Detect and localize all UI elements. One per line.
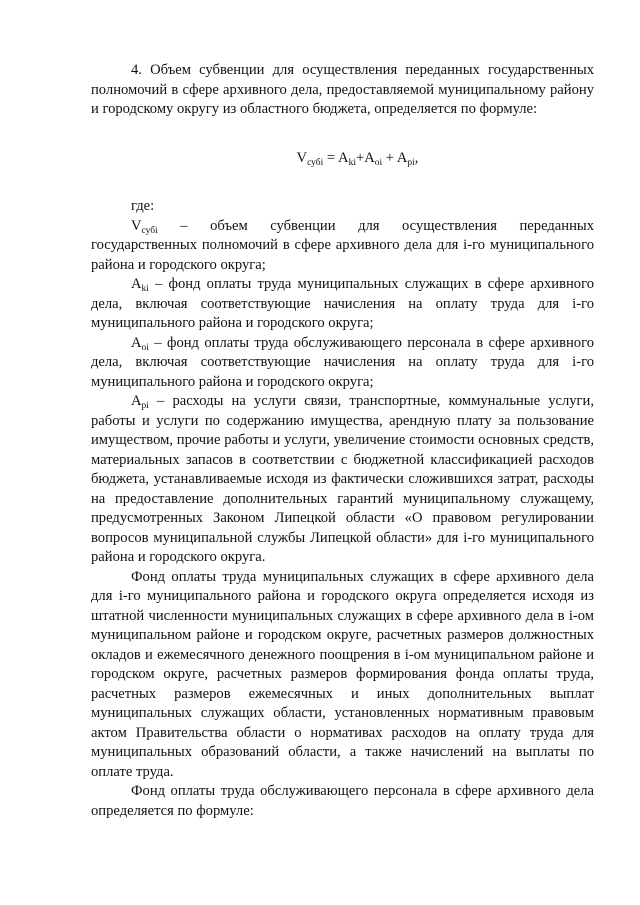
service-staff-paragraph: Фонд оплаты труда обслуживающего персонала в сфере архивного дела определяется по формуле:	[91, 783, 594, 819]
definition-v-subi: $V_{субi}$ – объем субвенции для осуществления переданных государственных полномочий в сфере архивного дела для i-го муниципального района и городского округа;	[91, 217, 594, 273]
section-4-paragraph: 4. Объем субвенции для осуществления переданных государственных полномочий в сфере архивного дела, предоставляемой муниципальному району и городскому округу из областного бюджета, определяется по формуле:	[91, 62, 594, 117]
definition-api: $A_{pi}$ – расходы на услуги связи, транспортные, коммунальные услуги, работы и услуги по содержанию имущества, арендную плату за пользование имуществом, прочие работы и услуги, увеличение стоимости основных средств, материальных запасов в соответствии с бюджетной классификацией расходов бюджета, устанавливаемые исходя из фактически сложившихся затрат, расходы на предоставление дополнительных гарантий муниципальному служащему, предусмотренных Законом Липецкой области «О правовом регулировании вопросов муниципальной службы Липецкой области» для i-го муниципального района и городского округа.	[91, 393, 594, 565]
definition-aki: $A_{ki}$ – фонд оплаты труда муниципальных служащих в сфере архивного дела, включая соответствующие начисления на оплату труда для i-го муниципального района и городского округа;	[91, 276, 594, 331]
document-body	[91, 61, 594, 821]
definition-aoi: $A_{oi}$ – фонд оплаты труда обслуживающего персонала в сфере архивного дела, включая соответствующие начисления на оплату труда для i-го муниципального района и городского округа;	[91, 334, 594, 390]
payroll-fund-paragraph: Фонд оплаты труда муниципальных служащих в сфере архивного дела для i-го муниципального района и городского округа определяется исходя из штатной численности муниципальных служащих в сфере архивного дела в i-ом муниципальном районе и городском округе, расчетных размеров должностных окладов и ежемесячного денежного поощрения в i-ом муниципальном районе и городском округе, расчетных размеров формирования фонда оплаты труда, расчетных размеров ежемесячных и иных дополнительных выплат муниципальных служащих области, установленных нормативным правовым актом Правительства области о нормативах расходов на оплату труда для муниципальных образований области, а также начислений на выплаты по оплате труда.	[91, 568, 594, 780]
where-label: где:	[131, 198, 155, 214]
subvention-formula: $V_{субi} = A_{ki}+A_{oi} + A_{pi}$,	[296, 149, 419, 168]
